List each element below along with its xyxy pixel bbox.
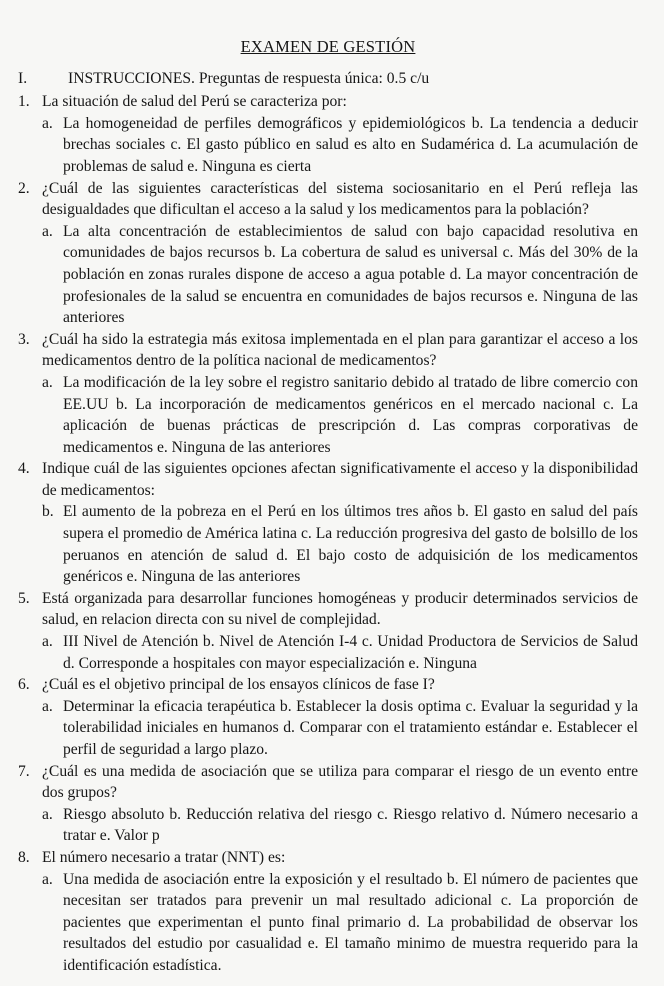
question-options: La homogeneidad de perfiles demográficos y epidemiológicos b. La tendencia a deducir brechas sociales c. El gasto público en salud es alto en Sudamérica d. La acumulación de problemas de salud e. Ninguna es cierta (63, 114, 638, 175)
question-text: Está organizada para desarrollar funciones homogéneas y producir determinados servicios de salud, en relacion directa con su nivel de complejidad. (42, 589, 638, 629)
question-options: La alta concentración de establecimientos de salud con bajo capacidad resolutiva en comunidades de bajos recursos b. La cobertura de salud es universal c. Más del 30% de la población en zonas rurales dispone de acceso a agua potable d. La mayor concentración de profesionales de la salud se encuentra en comunidades de bajos recursos e. Ninguna de las anteriores (63, 222, 638, 327)
question-number: 1. (18, 93, 30, 111)
question-8 (18, 847, 638, 977)
question-number: 7. (18, 762, 30, 780)
option-letter: a. (42, 697, 53, 715)
question-options: El aumento de la pobreza en el Perú en los últimos tres años b. El gasto en salud del país supera el promedio de América latina c. La reducción progresiva del gasto de bolsillo de los peruanos en atención de salud d. El bajo costo de adquisición de los medicamentos genéricos e. Ninguna de las anteriores (63, 503, 638, 586)
question-number: 8. (18, 848, 30, 866)
page-title: EXAMEN DE GESTIÓN (240, 37, 416, 56)
question-3 (18, 329, 638, 459)
question-text: ¿Cuál de las siguientes características del sistema sociosanitario en el Perú refleja las desigualdades que dificultan el acceso a la salud y los medicamentos para la población? (42, 179, 638, 219)
question-text: ¿Cuál ha sido la estrategia más exitosa implementada en el plan para garantizar el acceso a los medicamentos dentro de la política nacional de medicamentos? (42, 330, 638, 370)
question-text: ¿Cuál es el objetivo principal de los ensayos clínicos de fase I? (42, 676, 435, 694)
question-number: 6. (18, 676, 30, 694)
question-number: 4. (18, 460, 30, 478)
section-numeral: I. (18, 69, 28, 87)
question-text: El número necesario a tratar (NNT) es: (42, 848, 286, 866)
question-options: Determinar la eficacia terapéutica b. Establecer la dosis optima c. Evaluar la seguridad y la tolerabilidad iniciales en humanos d. Comparar con el tratamiento estándar e. Establecer el perfil de seguridad a largo plazo. (63, 697, 638, 758)
option-letter: a. (42, 805, 53, 823)
option-letter: a. (42, 870, 53, 888)
question-number: 2. (18, 179, 30, 197)
instructions (18, 68, 638, 90)
question-number: 3. (18, 330, 30, 348)
question-options: III Nivel de Atención b. Nivel de Atención I-4 c. Unidad Productora de Servicios de Salud d. Corresponde a hospitales con mayor especialización e. Ninguna (63, 633, 638, 672)
question-1 (18, 91, 638, 177)
question-number: 5. (18, 589, 30, 607)
question-options: Una medida de asociación entre la exposición y el resultado b. El número de pacientes que necesitan ser tratados para prevenir un mal resultado adicional c. La proporción de pacientes que experimentan el punto final primario d. La probabilidad de observar los resultados del estudio por casualidad e. El tamaño minimo de muestra requerido para la identificación estadística. (63, 870, 638, 974)
option-letter: a. (42, 633, 53, 651)
option-letter: a. (42, 373, 53, 391)
question-text: Indique cuál de las siguientes opciones afectan significativamente el acceso y la disponibilidad de medicamentos: (42, 460, 638, 499)
option-letter: a. (42, 222, 53, 240)
question-text: La situación de salud del Perú se caracteriza por: (42, 93, 347, 111)
option-letter: b. (42, 503, 54, 521)
instructions-text: INSTRUCCIONES. Preguntas de respuesta única: 0.5 c/u (68, 69, 430, 87)
question-options: La modificación de la ley sobre el registro sanitario debido al tratado de libre comercio con EE.UU b. La incorporación de medicamentos genéricos en el mercado nacional c. La aplicación de buenas prácticas de prescripción d. Las compras corporativas de medicamentos e. Ninguna de las anteriores (63, 373, 638, 456)
question-5 (18, 588, 638, 674)
question-6 (18, 674, 638, 760)
question-7 (18, 761, 638, 847)
option-letter: a. (42, 114, 53, 132)
question-2 (18, 178, 638, 329)
question-text: ¿Cuál es una medida de asociación que se utiliza para comparar el riesgo de un evento entre dos grupos? (42, 762, 638, 802)
question-options: Riesgo absoluto b. Reducción relativa del riesgo c. Riesgo relativo d. Número necesario a tratar e. Valor p (63, 805, 638, 845)
question-4 (18, 458, 638, 588)
